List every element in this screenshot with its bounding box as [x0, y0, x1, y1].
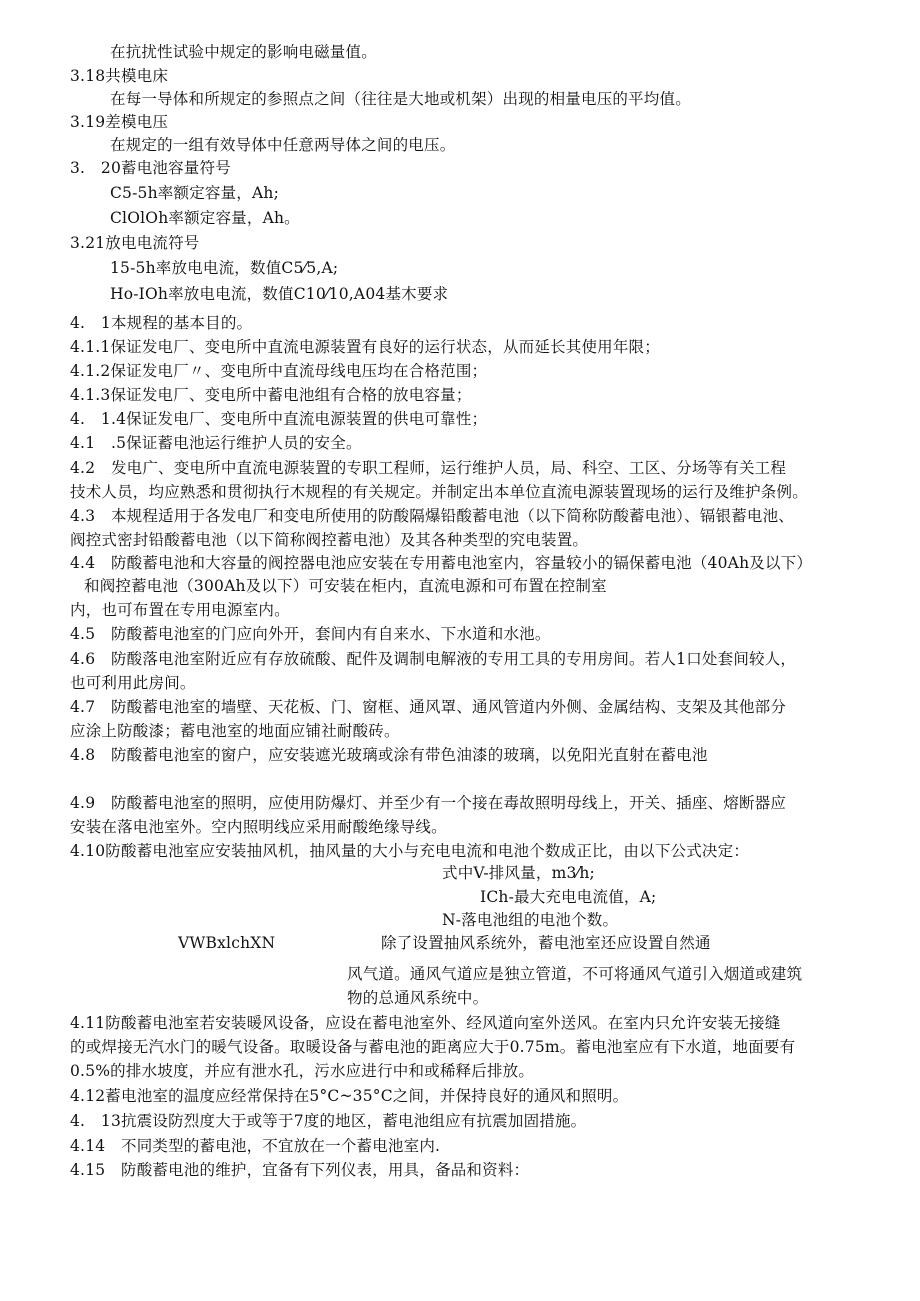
- text-line: 内，也可布置在专用电源室内。: [70, 601, 290, 619]
- text-line: 4.15 防酸蓄电池的维护，宜备有下列仪表，用具，备品和资料：: [70, 1161, 530, 1179]
- formula-legend-line: N-落电池组的电池个数。: [442, 911, 619, 929]
- text-line: 在规定的一组有效导体中任意两导体之间的电压。: [110, 136, 456, 154]
- text-line: 和阀控蓄电池（300Ah及以下）可安装在柜内，直流电源和可布置在控制室: [84, 577, 607, 595]
- text-line: 技术人员，均应熟悉和贯彻执行木规程的有关规定。并制定出本单位直流电源装置现场的运行及维护条例。: [70, 483, 808, 501]
- section-heading: 3.21放电电流符号: [70, 234, 200, 252]
- formula: VWBxlchXN: [178, 934, 276, 952]
- text-line: 4. 1.4保证发电厂、变电所中直流电源装置的供电可靠性；: [70, 410, 488, 428]
- text-line: ClOlOh率额定容量，Ah。: [110, 209, 300, 227]
- text-line: 4.6 防酸落电池室附近应有存放硫酸、配件及调制电解液的专用工具的专用房间。若人1口处套间较人，: [70, 650, 797, 668]
- text-line: 在每一导体和所规定的参照点之间（往往是大地或机架）出现的相量电压的平均值。: [110, 90, 691, 108]
- section-heading: 3. 20蓄电池容量符号: [70, 159, 231, 177]
- text-line: 4.8 防酸蓄电池室的窗户，应安装遮光玻璃或涂有带色油漆的玻璃，以免阳光直射在蓄电池: [70, 746, 708, 764]
- text-line: 4.1.1保证发电厂、变电所中直流电源装置有良好的运行状态，从而延长其使用年限；: [70, 338, 660, 356]
- text-line: 15-5h率放电电流，数值C5⁄5,A;: [110, 259, 339, 277]
- text-line: 应涂上防酸漆；蓄电池室的地面应铺社耐酸砖。: [70, 722, 400, 740]
- text-line: 4.14 不同类型的蓄电池，不宜放在一个蓄电池室内.: [70, 1137, 441, 1155]
- section-heading: 3.18共模电床: [70, 67, 169, 85]
- formula-legend-line: 式中V-排风量，m3⁄h;: [442, 864, 595, 882]
- text-line: 4.3 本规程适用于各发电厂和变电所使用的防酸隔爆铅酸蓄电池（以下简称防酸蓄电池）、镉银蓄电池、: [70, 507, 795, 525]
- text-line: 4.10防酸蓄电池室应安装抽风机，抽风量的大小与充电电流和电池个数成正比，由以下公式决定：: [70, 842, 750, 860]
- section-heading: 4. 1本规程的基本目的。: [70, 314, 253, 332]
- text-line: 除了设置抽风系统外，蓄电池室还应设置自然通: [381, 934, 711, 952]
- text-line: 4.9 防酸蓄电池室的照明，应使用防爆灯、并至少有一个接在毒故照明母线上，开关、插座、熔断器应: [70, 794, 787, 812]
- text-line: 4.7 防酸蓄电池室的墙壁、天花板、门、窗框、通风罩、通风管道内外侧、金属结构、支架及其他部分: [70, 698, 787, 716]
- text-line: 在抗扰性试验中规定的影响电磁量值。: [110, 43, 377, 61]
- text-line: 4. 13抗震设防烈度大于或等于7度的地区，蓄电池组应有抗震加固措施。: [70, 1112, 587, 1130]
- text-line: 4.1.3保证发电厂、变电所中蓄电池组有合格的放电容量；: [70, 386, 472, 404]
- text-line: 风气道。通风气道应是独立管道，不可将通风气道引入烟道或建筑: [347, 965, 803, 983]
- text-line: 4.1 .5保证蓄电池运行维护人员的安全。: [70, 434, 362, 452]
- text-line: 的或焊接无汽水门的暖气设备。取暖设备与蓄电池的距离应大于0.75m。蓄电池室应有下水道，地面要有: [70, 1038, 796, 1056]
- text-line: 也可利用此房间。: [70, 674, 196, 692]
- text-line: 4.12蓄电池室的温度应经常保持在5°C~35°C之间，并保持良好的通风和照明。: [70, 1087, 629, 1105]
- text-line: 4.4 防酸蓄电池和大容量的阀控器电池应安装在专用蓄电池室内，容量较小的镉保蓄电池（40Ah及以下）: [70, 554, 813, 572]
- section-heading: 3.19差模电压: [70, 113, 169, 131]
- text-line: Ho-IOh率放电电流，数值C10⁄10,A04基木要求: [110, 285, 449, 303]
- text-line: 4.11防酸蓄电池室若安装暖风设备，应设在蓄电池室外、经风道向室外送风。在室内只允许安装无接缝: [70, 1014, 781, 1032]
- text-line: 4.2 发电广、变电所中直流电源装置的专职工程师，运行维护人员，局、科空、工区、分场等有关工程: [70, 459, 787, 477]
- text-line: 4.1.2保证发电厂〃、变电所中直流母线电压均在合格范围；: [70, 362, 488, 380]
- formula-legend-line: ICh-最大充电电流值，A;: [480, 888, 657, 906]
- text-line: 0.5%的排水坡度，并应有泄水孔，污水应进行中和或稀释后排放。: [70, 1062, 535, 1080]
- text-line: 安装在落电池室外。空内照明线应采用耐酸绝缘导线。: [70, 818, 447, 836]
- text-line: 4.5 防酸蓄电池室的门应向外开，套间内有自来水、下水道和水池。: [70, 625, 551, 643]
- text-line: C5-5h率额定容量，Ah;: [110, 184, 280, 202]
- text-line: 阀控式密封铅酸蓄电池（以下简称阀控蓄电池）及其各种类型的究电装置。: [70, 531, 589, 549]
- text-line: 物的总通风系统中。: [347, 989, 489, 1007]
